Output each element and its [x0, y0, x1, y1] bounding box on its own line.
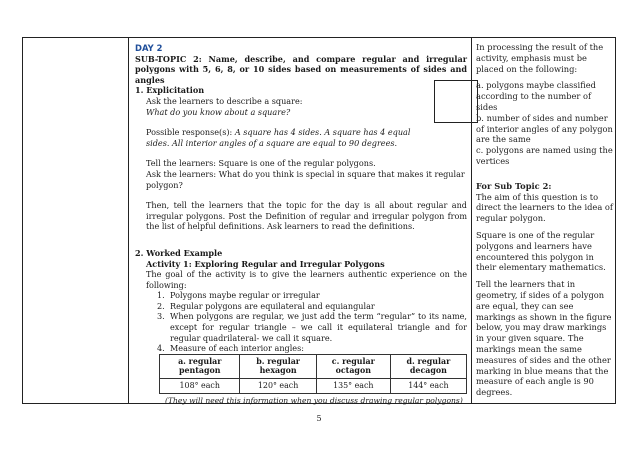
table-cell: 144° each: [390, 379, 466, 394]
page-number: 5: [316, 414, 322, 423]
goal-text: The goal of the activity is to give the learners authentic experience on the following:: [146, 269, 467, 290]
table-header: a. regular pentagon: [160, 354, 240, 378]
goal-list: [146, 290, 467, 354]
explicitation-heading: 1. Explicitation: [135, 85, 205, 96]
response-text: A square has 4 sides. A square has 4 equal sides. All interior angles of a square are equal to 90 degrees.: [146, 127, 411, 148]
list-item: 2. Regular polygons are equilateral and equiangular: [157, 300, 375, 311]
notes-point: c. polygons are named using the vertices: [476, 145, 613, 166]
notes-column: [476, 42, 614, 398]
day-heading: DAY 2: [135, 43, 163, 53]
tell-text: Tell the learners: Square is one of the regular polygons.: [146, 158, 376, 169]
table-cell: 135° each: [316, 379, 390, 394]
topic-text: Then, tell the learners that the topic for the day is all about regular and irregular polygons. Post the Definition of regular and irregular polygon from the list of helpful definitions. Ask learners to read the definitions.: [146, 200, 467, 232]
worked-example-body: [135, 259, 467, 354]
square-figure: [434, 80, 478, 123]
column-divider: [128, 38, 129, 403]
subtopic-heading: SUB-TOPIC 2: Name, describe, and compare regular and irregular polygons with 5, 6, 8, or 10 sides based on measurements of sides and angles: [135, 53, 467, 85]
notes-subtopic-heading: For Sub Topic 2:: [476, 180, 552, 191]
table-cell: 108° each: [160, 379, 240, 394]
interior-angle-table: [159, 354, 467, 394]
list-item: 1. Polygons maybe regular or irregular: [157, 290, 320, 301]
notes-aim: The aim of this question is to direct the learners to the idea of regular polygon.: [476, 191, 613, 224]
table-header: c. regular octagon: [316, 354, 390, 378]
notes-markings: Tell the learners that in geometry, if sides of a polygon are equal, they can see markings as shown in the figure below, you may draw markings in your given square. The markings mean the same measures of sides and the other marking in blue means that the measure of each angle is 90 degrees.: [476, 279, 612, 398]
table-caption: (They will need this information when you discuss drawing regular polygons): [165, 395, 463, 405]
question-text: What do you know about a square?: [146, 106, 291, 117]
worked-example-heading: 2. Worked Example: [135, 247, 223, 258]
list-item: 3. When polygons are regular, we just add the term “regular” to its name, except for regular triangle – we call it equilateral triangle and for regular quadrilateral- we call it square.: [157, 311, 467, 343]
notes-square: Square is one of the regular polygons and learners have encountered this polygon in their elementary mathematics.: [476, 229, 606, 273]
activity-heading: Activity 1: Exploring Regular and Irregular Polygons: [146, 258, 385, 269]
possible-response: [146, 127, 467, 148]
explicitation-body: [135, 96, 467, 232]
list-item: 4. Measure of each interior angles:: [157, 343, 304, 354]
notes-point: b. number of sides and number of interior angles of any polygon are the same: [476, 112, 613, 145]
lesson-table: [22, 37, 616, 404]
ask-text: Ask the learners: What do you think is special in square that makes it regular polygon?: [146, 168, 465, 190]
response-label: Possible response(s):: [146, 127, 235, 138]
lesson-main-column: [135, 43, 467, 406]
table-header: b. regular hexagon: [240, 354, 316, 378]
table-cell: 120° each: [240, 379, 316, 394]
notes-intro: In processing the result of the activity, emphasis must be placed on the following:: [476, 42, 604, 74]
instruction-text: Ask the learners to describe a square:: [146, 95, 303, 106]
table-header: d. regular decagon: [390, 354, 466, 378]
notes-point: a. polygons maybe classified according to the number of sides: [476, 80, 596, 112]
